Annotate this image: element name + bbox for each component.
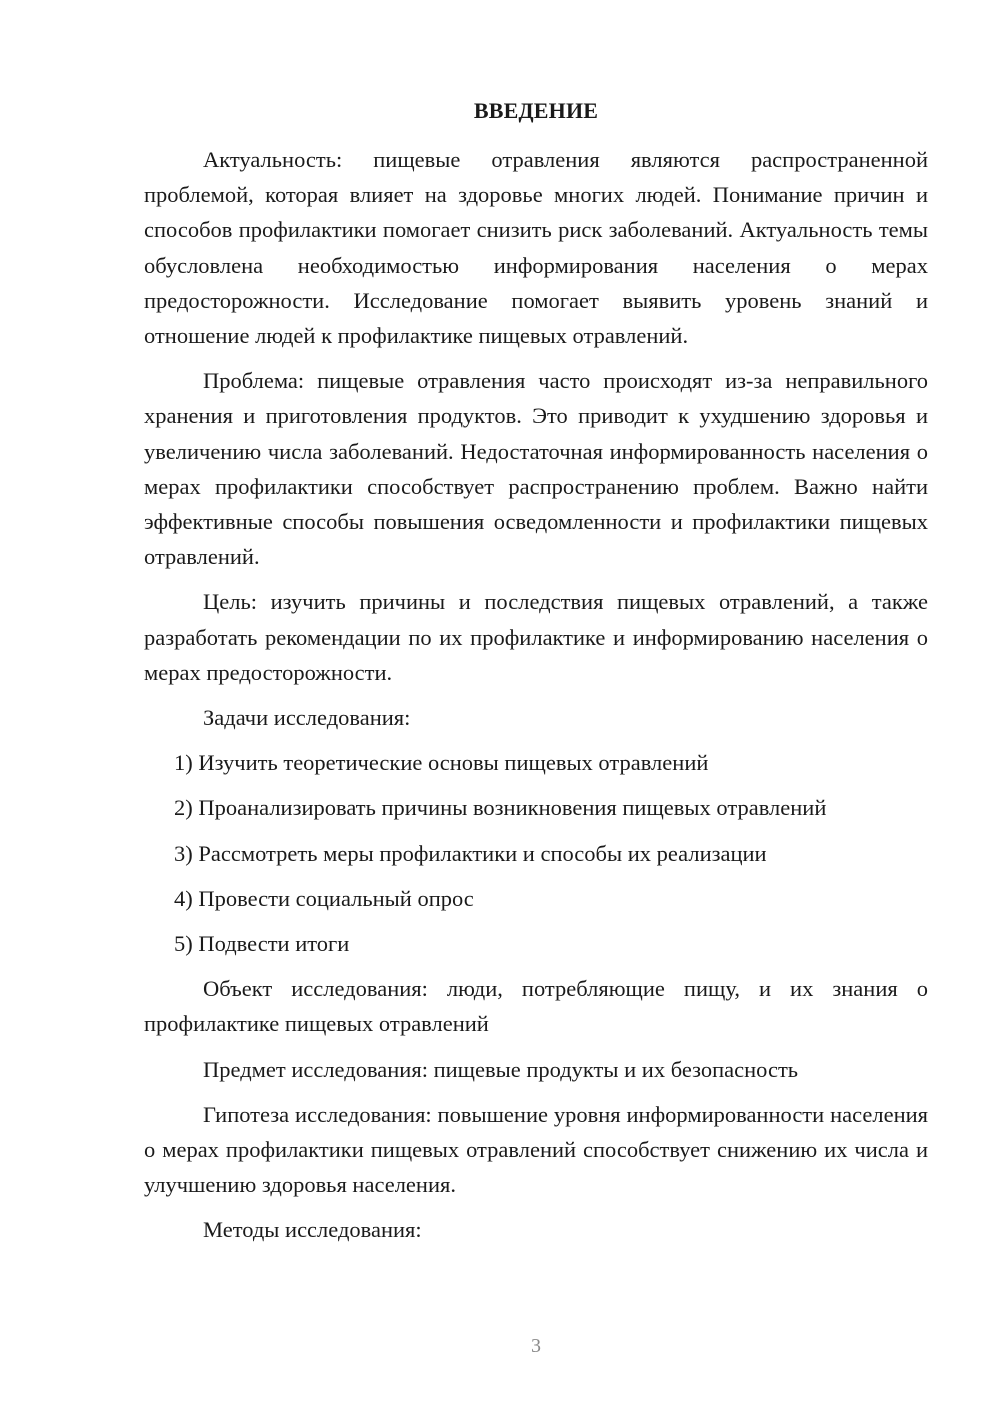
document-body <box>144 142 928 1248</box>
paragraph-problem: Проблема: пищевые отравления часто происходят из-за неправильного хранения и приготовления продуктов. Это приводит к ухудшению здоровья и увеличению числа заболеваний. Недостаточная информированность населения о мерах профилактики способствует распространению проблем. Важно найти эффективные способы повышения осведомленности и профилактики пищевых отравлений. <box>144 368 928 570</box>
page-title: ВВЕДЕНИЕ <box>473 98 599 123</box>
list-item: 2) Проанализировать причины возникновения пищевых отравлений <box>174 795 827 821</box>
paragraph-goal: Цель: изучить причины и последствия пищевых отравлений, а также разработать рекомендации по их профилактике и информированию населения о мерах предосторожности. <box>144 589 928 685</box>
list-item: 1) Изучить теоретические основы пищевых отравлений <box>174 750 709 776</box>
paragraph-object: Объект исследования: люди, потребляющие пищу, и их знания о профилактике пищевых отравлений <box>144 976 928 1037</box>
paragraph-relevance: Актуальность: пищевые отравления являются распространенной проблемой, которая влияет на здоровье многих людей. Понимание причин и способов профилактики помогает снизить риск заболеваний. Актуальность темы обусловлена необходимостью информирования населения о мерах предосторожности. Исследование помогает выявить уровень знаний и отношение людей к профилактике пищевых отравлений. <box>144 147 928 349</box>
paragraph-methods: Методы исследования: <box>203 1217 422 1243</box>
paragraph-tasks-heading: Задачи исследования: <box>203 705 411 731</box>
list-item: 3) Рассмотреть меры профилактики и способы их реализации <box>174 840 767 866</box>
page-number: 3 <box>531 1335 541 1357</box>
list-item: 5) Подвести итоги <box>174 931 350 957</box>
tasks-list <box>144 745 928 961</box>
paragraph-hypothesis: Гипотеза исследования: повышение уровня информированности населения о мерах профилактики пищевых отравлений способствует снижению их числа и улучшению здоровья населения. <box>144 1101 928 1198</box>
list-item: 4) Провести социальный опрос <box>174 885 474 911</box>
paragraph-subject: Предмет исследования: пищевые продукты и их безопасность <box>203 1056 799 1082</box>
